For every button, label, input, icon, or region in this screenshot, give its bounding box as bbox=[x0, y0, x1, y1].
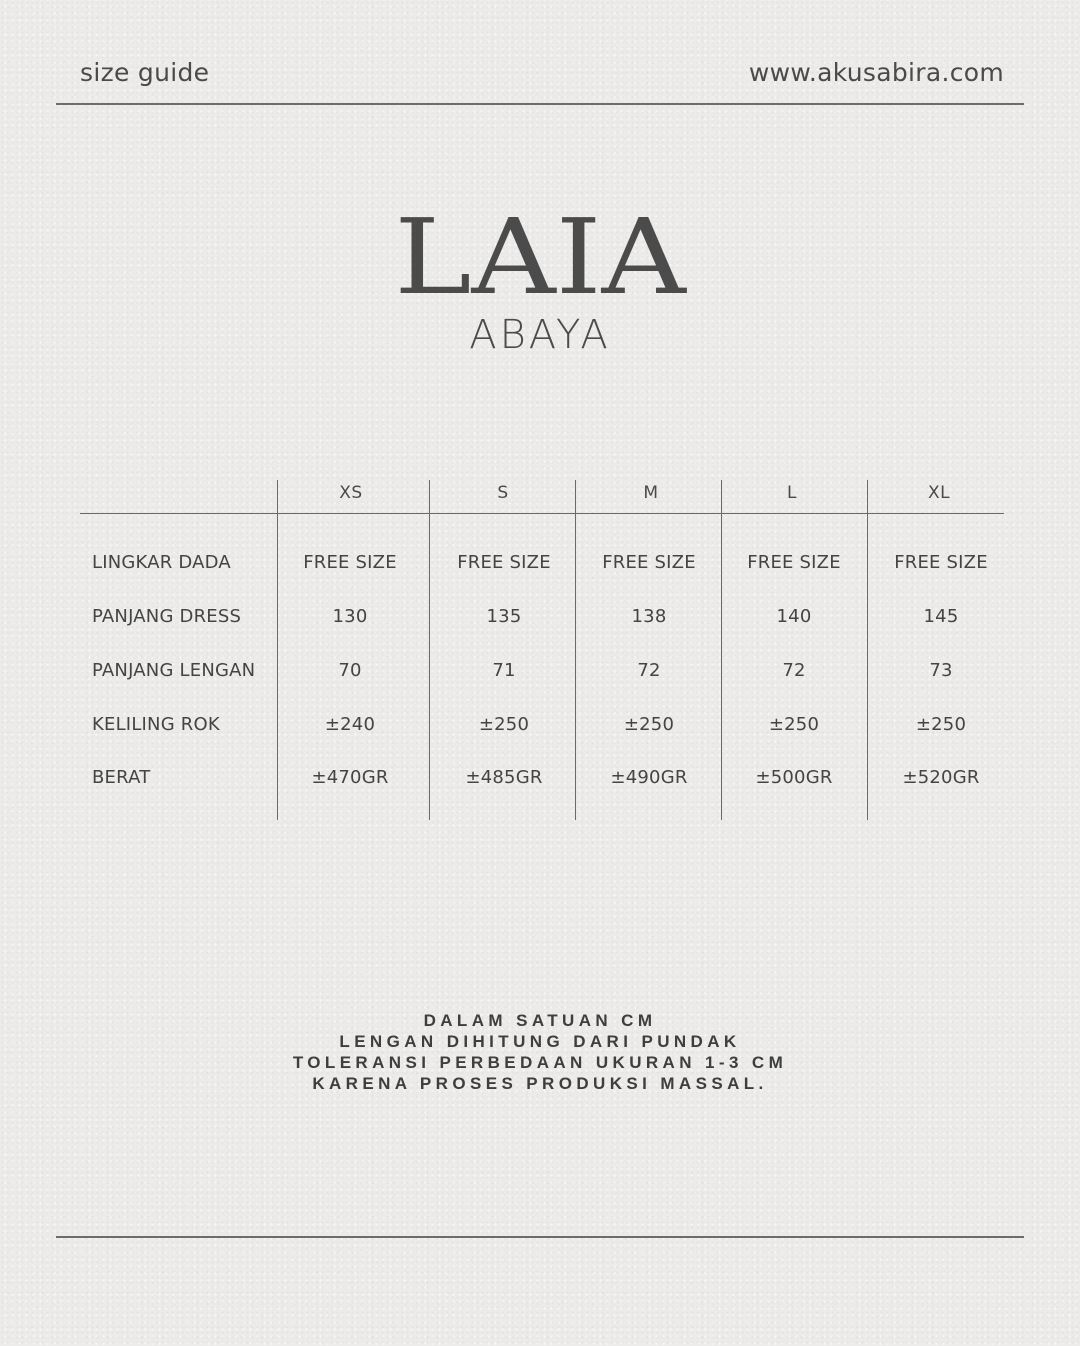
table-cell: 135 bbox=[486, 606, 522, 627]
table-cell: 140 bbox=[776, 606, 812, 627]
note-line: DALAM SATUAN CM bbox=[423, 1011, 657, 1030]
size-header-xs: XS bbox=[339, 483, 363, 503]
note-line: TOLERANSI PERBEDAAN UKURAN 1-3 CM bbox=[292, 1053, 788, 1072]
table-cell: 145 bbox=[923, 606, 959, 627]
column-divider bbox=[867, 480, 868, 820]
website-url: www.akusabira.com bbox=[748, 58, 1004, 87]
column-divider bbox=[277, 480, 278, 820]
table-cell: 73 bbox=[929, 660, 953, 681]
table-cell: ±250 bbox=[915, 714, 967, 735]
row-label-lingkar-dada: LINGKAR DADA bbox=[92, 552, 231, 573]
table-cell: ±250 bbox=[623, 714, 675, 735]
column-divider bbox=[721, 480, 722, 820]
table-cell: FREE SIZE bbox=[457, 552, 551, 573]
size-header-l: L bbox=[787, 483, 797, 503]
table-cell: 130 bbox=[332, 606, 368, 627]
size-header-xl: XL bbox=[927, 483, 951, 503]
table-cell: 138 bbox=[631, 606, 667, 627]
size-header-s: S bbox=[497, 483, 509, 503]
bottom-divider bbox=[56, 1236, 1024, 1238]
table-cell: ±485GR bbox=[465, 767, 543, 788]
column-divider bbox=[429, 480, 430, 820]
note-line: KARENA PROSES PRODUKSI MASSAL. bbox=[312, 1074, 768, 1093]
table-cell: FREE SIZE bbox=[747, 552, 841, 573]
row-label-keliling-rok: KELILING ROK bbox=[92, 714, 220, 735]
table-cell: ±520GR bbox=[902, 767, 980, 788]
table-cell: FREE SIZE bbox=[303, 552, 397, 573]
header-label: size guide bbox=[80, 58, 210, 87]
top-divider bbox=[56, 103, 1024, 105]
row-label-panjang-dress: PANJANG DRESS bbox=[92, 606, 242, 627]
product-name: LAIA bbox=[394, 196, 686, 318]
product-type: ABAYA bbox=[469, 312, 611, 358]
size-header-m: M bbox=[643, 483, 659, 503]
size-table bbox=[80, 478, 1004, 820]
table-cell: ±470GR bbox=[311, 767, 389, 788]
table-cell: 70 bbox=[338, 660, 362, 681]
header-divider bbox=[80, 513, 1004, 514]
row-label-berat: BERAT bbox=[92, 767, 151, 788]
table-cell: 72 bbox=[782, 660, 806, 681]
column-divider bbox=[575, 480, 576, 820]
table-cell: ±240 bbox=[324, 714, 376, 735]
size-notes bbox=[0, 1010, 1080, 1094]
row-label-panjang-lengan: PANJANG LENGAN bbox=[92, 660, 256, 681]
table-cell: FREE SIZE bbox=[602, 552, 696, 573]
table-cell: ±500GR bbox=[755, 767, 833, 788]
table-cell: ±250 bbox=[768, 714, 820, 735]
table-cell: ±250 bbox=[478, 714, 530, 735]
table-cell: FREE SIZE bbox=[894, 552, 988, 573]
table-cell: ±490GR bbox=[610, 767, 688, 788]
table-cell: 71 bbox=[492, 660, 516, 681]
table-cell: 72 bbox=[637, 660, 661, 681]
note-line: LENGAN DIHITUNG DARI PUNDAK bbox=[339, 1032, 741, 1051]
